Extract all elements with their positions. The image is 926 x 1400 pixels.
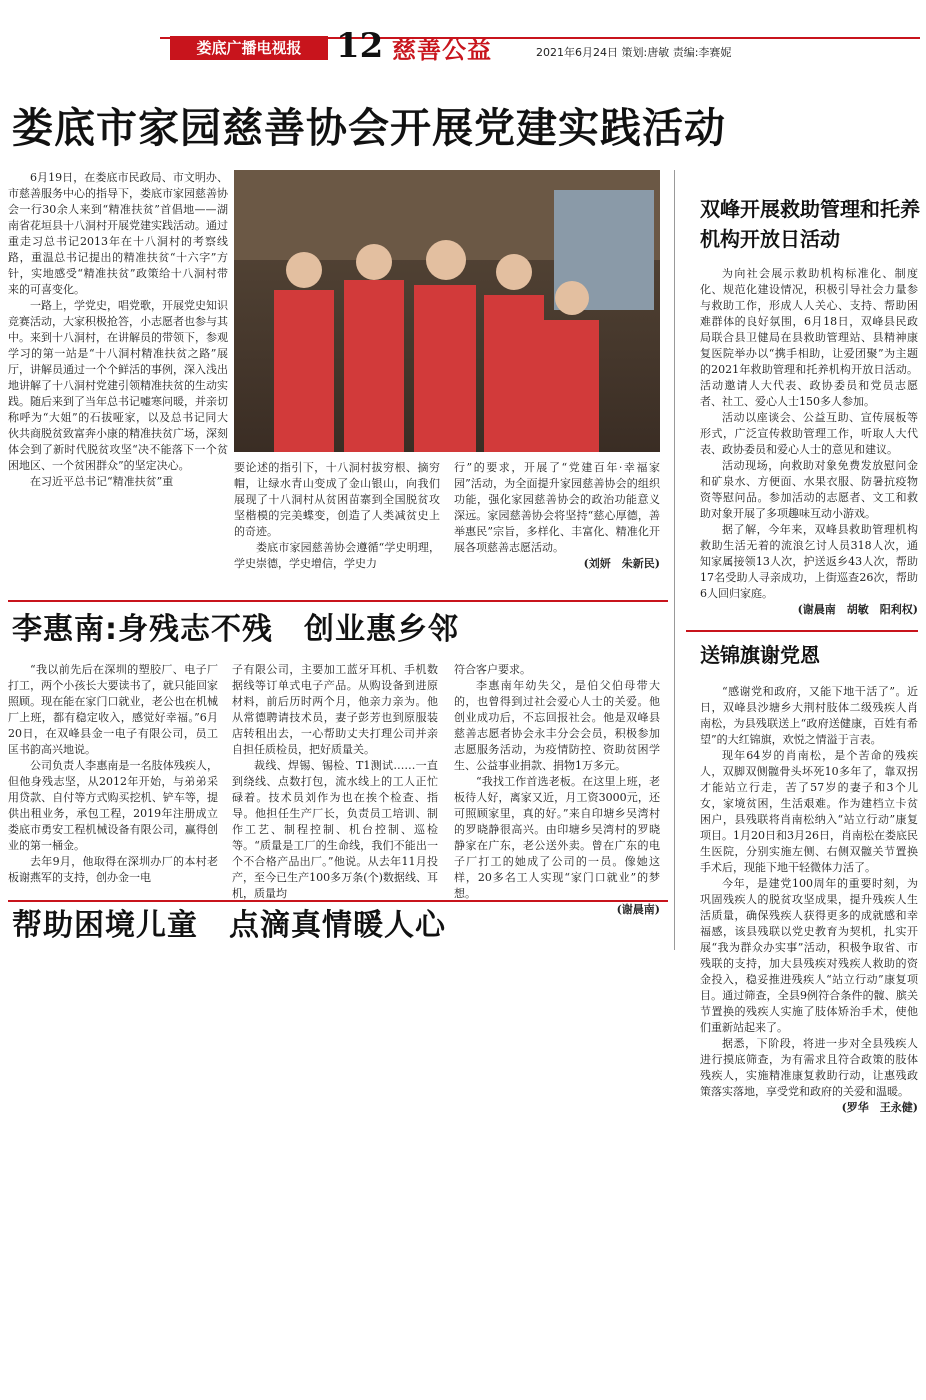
- paragraph: 据了解，今年来，双峰县救助管理机构救助生活无着的流浪乞讨人员318人次，通知家属接领13人次，护送返乡43人次，帮助17名受助人寻亲成功，上街巡查26次，帮助6人回归家庭。: [700, 523, 918, 600]
- paragraph: 去年9月，他取得在深圳办厂的本村老板谢燕军的支持，创办金一电: [8, 855, 218, 884]
- paragraph: “我以前先后在深圳的塑胶厂、电子厂打工，两个小孩长大要读书了，就只能回家照顾。现在能在家门口就业，老公也在机械厂上班，都有稳定收入，感觉好幸福。”6月20日，在双峰县金一电子有限公司，员工匡书韵高兴地说。: [8, 663, 218, 756]
- article1-headline: 娄底市家园慈善协会开展党建实践活动: [12, 104, 726, 152]
- article1-col1: [8, 170, 228, 582]
- paragraph: “我找工作首选老板。在这里上班，老板待人好，离家又近，月工资3000元，还可照顾家里，真的好。”来自印塘乡吴湾村的罗晓静很高兴。由印塘乡吴湾村的罗晓静家在广东，老公送外卖。曾在广东的电子厂打工的她成了公司的一员。像她这样，20多名工人实现“家门口就业”的梦想。: [454, 775, 660, 900]
- paragraph: 在习近平总书记“精准扶贫”重: [30, 475, 174, 488]
- sidebar1-body: [700, 266, 918, 614]
- brand-badge: 娄底广播电视报: [170, 36, 328, 60]
- paragraph: 6月19日，在娄底市民政局、市文明办、市慈善服务中心的指导下，娄底市家园慈善协会一行30余人来到“精准扶贫”首倡地——湖南省花垣县十八洞村开展党建实践活动。通过重走习总书记2013年在十八洞村的考察线路，重温总书记提出的精准扶贫“十六字”方针，实地感受“精准扶贫”政策给十八洞村带来的可喜变化。: [8, 171, 228, 296]
- paragraph: 活动现场，向救助对象免费发放慰问金和矿泉水、方便面、水果衣服、防暑抗疫物资等慰问品。参加活动的志愿者、文工和救助对象开展了多项趣味互动小游戏。: [700, 459, 918, 520]
- volunteers-photo: [234, 170, 660, 452]
- byline: (谢晨南 胡敏 阳利权): [797, 603, 918, 616]
- paragraph: 裁线、焊锡、锡检、T1测试……一直到绕线、点数打包，流水线上的工人正忙碌着。技术员刘作为也在挨个检查、指导。他担任生产厂长，负责员工培训、制作工艺、制程控制、机台控制、巡检等。“质量是工厂的生命线，我们不能出一个不合格产品出厂。”他说。从去年11月投产，至今已生产100多万条(个)数据线、耳机，质量均: [232, 759, 438, 900]
- article2-col1: [8, 662, 218, 892]
- article2-col2: [232, 662, 438, 900]
- paragraph: 据悉，下阶段，将进一步对全县残疾人进行摸底筛查，为有需求且符合政策的肢体残疾人，实施精准康复救助行动，让惠残政策落实落地，享受党和政府的关爱和温暖。: [700, 1037, 918, 1098]
- sidebar1-headline: 双峰开展救助管理和托养机构开放日活动: [700, 197, 920, 251]
- paragraph: 公司负责人李惠南是一名肢体残疾人，但他身残志坚，从2012年开始，与弟弟采用贷款、自付等方式购买挖机、铲车等，提供出租业务，承包工程，2019年注册成立娄底市勇安工程机械设备有限公司，赢得创业的第一桶金。: [8, 759, 218, 852]
- article2-headline: 李惠南:身残志不残 创业惠乡邻: [12, 612, 459, 647]
- paragraph: 一路上，学党史，唱党歌，开展党史知识竞赛活动，大家积极抢答，小志愿者也参与其中。来到十八洞村，在讲解员的带领下，参观学习的第一站是“十八洞村精准扶贫之路”展厅，讲解员通过一个个鲜活的事例，深入浅出地讲解了十八洞村党建引领精准扶贫的生动实践。随后来到了当年总书记嘘寒问暖，并亲切称呼为“大姐”的石拔哑家，以及总书记同大伙共商脱贫致富奔小康的精准扶贫广场，深刻体会到了新时代脱贫攻坚“决不能落下一个贫困地区、一个贫困群众”的坚定决心。: [8, 299, 228, 472]
- paragraph: 活动以座谈会、公益互助、宣传展板等形式，广泛宣传救助管理工作，听取人大代表、政协委员和爱心人士的意见和建议。: [700, 411, 918, 456]
- paragraph: 李惠南年幼失父，是伯父伯母带大的，也曾得到过社会爱心人士的关爱。他创业成功后，不忘回报社会。他是双峰县慈善志愿者协会永丰分会会员，积极参加志愿服务活动，为疫情防控、资助贫困学生、公益事业捐款、捐物1万多元。: [454, 679, 660, 772]
- paragraph: 娄底市家园慈善协会遵循“学史明理，学史崇德，学史增信，学史力: [234, 541, 440, 570]
- paragraph: 现年64岁的肖南松，是个苦命的残疾人，双脚双侧髋骨头坏死10多年了，靠双拐才能站立行走，苦了57岁的妻子和3个儿女，家境贫困，生活艰难。作为建档立卡贫困户，县残联将肖南松纳入“站立行动”康复项目。1月20日和3月26日，肖南松在娄底民生医院，分别实施左侧、右侧双髋关节置换手术后，现能下地干轻微体力活了。: [700, 749, 918, 874]
- byline: (刘妍 朱新民): [583, 557, 660, 570]
- sidebar2-headline: 送锦旗谢党恩: [700, 643, 820, 667]
- section-rule: [8, 900, 668, 902]
- section-rule: [8, 600, 668, 602]
- byline: (罗华 王永健): [841, 1101, 918, 1114]
- paragraph: 今年，是建党100周年的重要时刻，为巩固残疾人的脱贫攻坚成果，提升残疾人生活质量，确保残疾人获得更多的成就感和幸福感，该县残联以党史教育为契机，扎实开展“我为群众办实事”活动，积极争取省、市残联的支持，加大县残疾对残疾人救助的资金投入，稳妥推进残疾人“站立行动”康复项目。通过筛查，全县9例符合条件的髋、膑关节置换的残疾人实施了肢体矫治手术，使他们重新站起来了。: [700, 877, 918, 1034]
- paragraph: 子有限公司，主要加工蓝牙耳机、手机数据线等订单式电子产品。从购设备到进原材料，前后历时两个月，他亲力亲为。他从常德聘请技术员，妻子彭芳也到原服装店转租出去，一心帮助丈夫打理公司并亲自担任质检员，把好质量关。: [232, 663, 438, 756]
- paragraph: 行”的要求，开展了“党建百年·幸福家园”活动，为全面提升家园慈善协会的组织功能，强化家园慈善协会的政治功能意义深远。家园慈善协会将坚持“慈心厚德，善举惠民”宗旨，多样化、丰富化、精准化开展各项慈善志愿活动。: [454, 461, 660, 554]
- paragraph: “感谢党和政府，又能下地干活了”。近日，双峰县沙塘乡大荆村肢体二级残疾人肖南松，为县残联送上“政府送健康，百姓有希望”的大红锦旗，欢悦之情溢于言表。: [700, 685, 918, 746]
- article1-col2: [234, 460, 440, 582]
- paragraph: 要论述的指引下，十八洞村拔穷根、摘穷帽，让绿水青山变成了金山银山，向我们展现了十八洞村从贫困苗寨到全国脱贫攻坚楷模的完美蝶变，创造了人类减贫史上的奇迹。: [234, 461, 440, 538]
- page-number: 12: [336, 26, 384, 66]
- article1-col3: [454, 460, 660, 582]
- section-rule: [686, 630, 918, 632]
- article3-headline: 帮助困境儿童 点滴真情暖人心: [12, 908, 446, 943]
- dateline: 2021年6月24日 策划:唐敏 责编:李赛妮: [536, 46, 732, 59]
- paragraph: 符合客户要求。: [454, 663, 531, 676]
- sidebar2-body: [700, 684, 918, 1114]
- byline: (谢晨南): [616, 903, 660, 916]
- paragraph: 为向社会展示救助机构标准化、制度化、规范化建设情况，积极引导社会力量参与救助工作，形成人人关心、支持、帮助困难群体的良好氛围，6月18日，双峰县民政局联合县卫健局在县救助管理站、县精神康复医院举办以“携手相助，让爱团聚”为主题的2021年救助管理和托养机构开放日活动。活动邀请人大代表、政协委员和党员志愿者、社工、爱心人士150多人参加。: [700, 267, 918, 408]
- section-title: 慈善公益: [392, 35, 492, 64]
- article2-col3: [454, 662, 660, 916]
- column-divider: [674, 170, 675, 950]
